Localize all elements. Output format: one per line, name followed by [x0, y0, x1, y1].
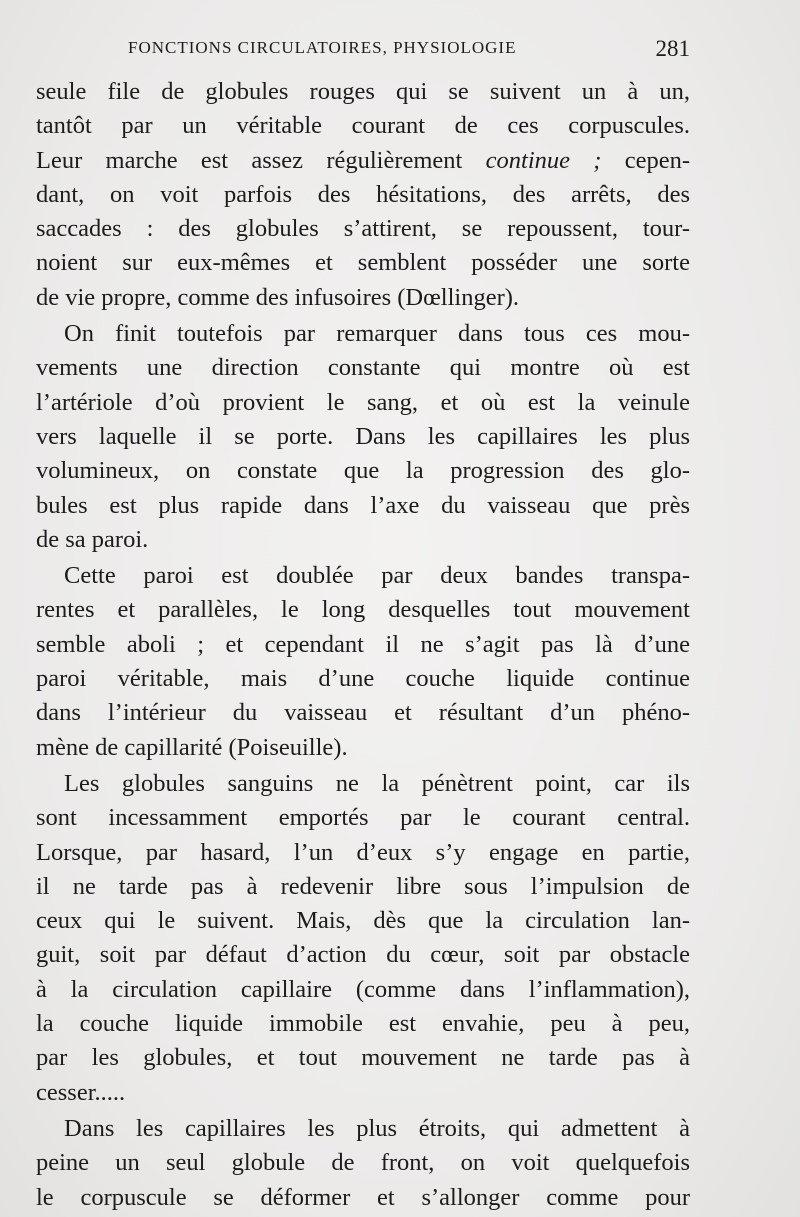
text-line: mène de capillarité (Poiseuille). [36, 733, 348, 761]
text-line: tantôt par un véritable courant de ces corpuscules. [36, 112, 690, 140]
paragraph-1 [36, 75, 690, 315]
page-header [36, 36, 690, 66]
text-fragment: cepen- [601, 146, 690, 174]
text-line: l’artériole d’où provient le sang, et où est la veinule [36, 388, 690, 416]
paragraph-5 [36, 1112, 690, 1215]
text-line: vements une direction constante qui montre où est [36, 354, 690, 382]
text-line: dans l’intérieur du vaisseau et résultant d’un phéno- [36, 699, 690, 727]
text-fragment: Leur marche est assez régulièrement [36, 146, 486, 174]
text-line: cesser..... [36, 1078, 126, 1106]
text-line: Cette paroi est doublée par deux bandes transpa- [64, 562, 690, 590]
text-line: rentes et parallèles, le long desquelles tout mouvement [36, 596, 690, 624]
text-line: il ne tarde pas à redevenir libre sous l’impulsion de [36, 872, 690, 900]
text-line: à la circulation capillaire (comme dans l’inflammation), [36, 975, 690, 1003]
page-number: 281 [655, 36, 690, 61]
text-line: Lorsque, par hasard, l’un d’eux s’y engage en partie, [36, 838, 690, 866]
text-line: semble aboli ; et cependant il ne s’agit pas là d’une [36, 630, 690, 658]
text-line: de sa paroi. [36, 525, 149, 553]
text-line: vers laquelle il se porte. Dans les capillaires les plus [36, 422, 690, 450]
text-line: ceux qui le suivent. Mais, dès que la circulation lan- [36, 907, 690, 935]
running-head: FONCTIONS CIRCULATOIRES, PHYSIOLOGIE [128, 38, 517, 57]
text-line: paroi véritable, mais d’une couche liquide continue [36, 665, 690, 693]
italic-word: continue ; [485, 146, 602, 174]
text-line: sont incessamment emportés par le courant central. [36, 804, 690, 832]
body-text [36, 75, 690, 1215]
text-line: volumineux, on constate que la progression des glo- [36, 457, 690, 485]
paragraph-2 [36, 317, 690, 557]
text-line: On finit toutefois par remarquer dans tous ces mou- [64, 320, 690, 348]
text-line: de vie propre, comme des infusoires (Dœllinger). [36, 283, 520, 311]
text-line: seule file de globules rouges qui se suivent un à un, [36, 78, 690, 105]
text-line: dant, on voit parfois des hésitations, des arrêts, des [36, 180, 690, 208]
text-line: saccades : des globules s’attirent, se repoussent, tour- [36, 215, 690, 243]
text-line: par les globules, et tout mouvement ne tarde pas à [36, 1044, 690, 1072]
text-line: Les globules sanguins ne la pénètrent point, car ils [64, 769, 690, 797]
text-line: guit, soit par défaut d’action du cœur, soit par obstacle [36, 941, 690, 969]
text-line [36, 144, 690, 178]
paragraph-4 [36, 767, 690, 1110]
text-line: bules est plus rapide dans l’axe du vaisseau que près [36, 491, 690, 519]
text-line: noient sur eux-mêmes et semblent posséder une sorte [36, 249, 690, 277]
text-line: la couche liquide immobile est envahie, peu à peu, [36, 1010, 690, 1038]
text-line: le corpuscule se déformer et s’allonger comme pour [36, 1183, 690, 1211]
text-line: Dans les capillaires les plus étroits, qui admettent à [64, 1114, 690, 1142]
paragraph-3 [36, 559, 690, 765]
text-line: peine un seul globule de front, on voit quelquefois [36, 1149, 690, 1177]
